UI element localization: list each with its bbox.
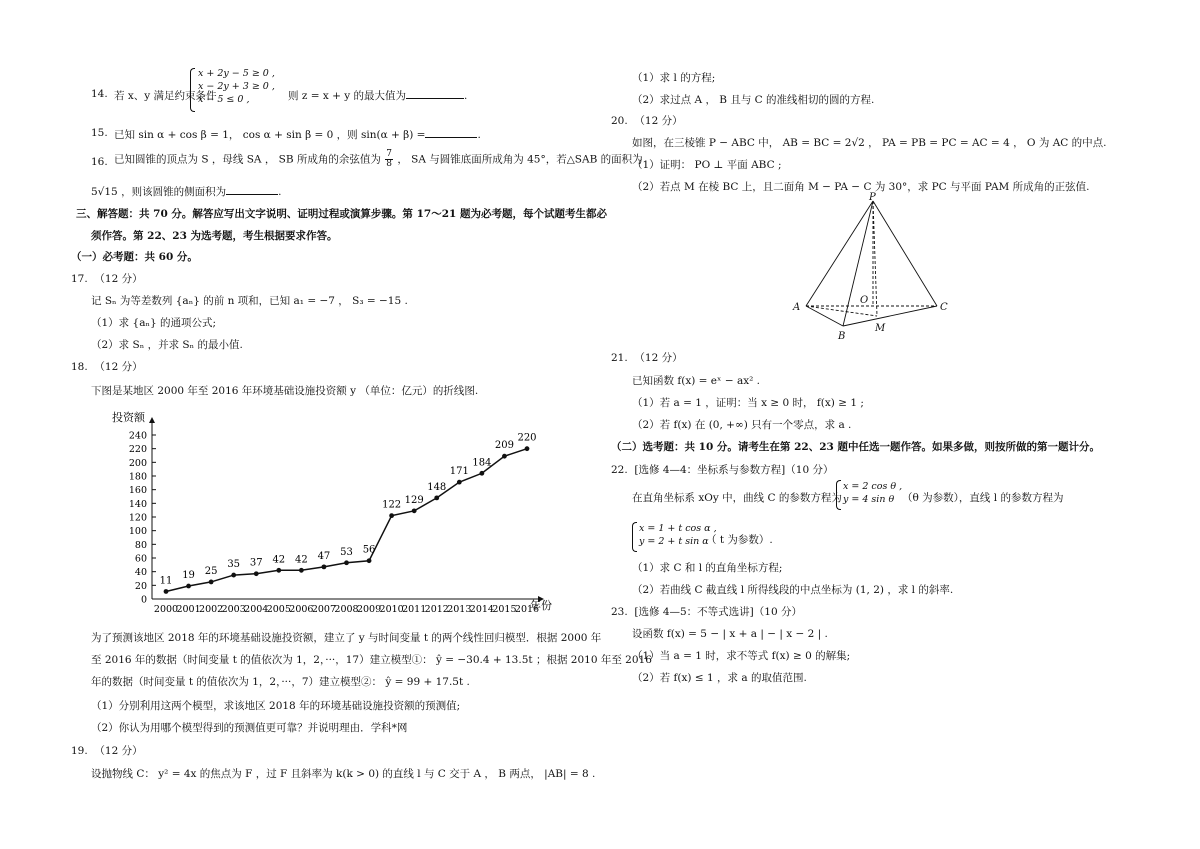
edge-PM bbox=[873, 201, 877, 316]
x-tick-label: 2008 bbox=[334, 604, 359, 615]
data-label: 42 bbox=[272, 554, 286, 566]
q22-number: 22. bbox=[611, 464, 628, 476]
q20-intro: 如图，在三棱锥 P − ABC 中， AB = BC = 2√2 ， PA = PB = PC = AC = 4 ， O 为 AC 的中点. bbox=[632, 137, 1107, 149]
q16-end: . bbox=[278, 186, 282, 198]
x-tick-label: 2016 bbox=[514, 604, 540, 615]
label-P: P bbox=[869, 192, 876, 203]
data-label: 19 bbox=[182, 570, 195, 582]
data-label: 184 bbox=[472, 457, 492, 469]
data-point bbox=[434, 495, 439, 500]
q21-header bbox=[611, 350, 683, 365]
q22-intro-a: 在直角坐标系 xOy 中，曲线 C 的参数方程为 bbox=[632, 492, 842, 504]
y-tick-label: 200 bbox=[128, 457, 147, 469]
q20-header bbox=[611, 113, 683, 128]
y-tick-label: 160 bbox=[128, 485, 147, 497]
data-label: 171 bbox=[449, 466, 469, 478]
x-tick-label: 2004 bbox=[244, 604, 269, 615]
y-tick-label: 60 bbox=[134, 553, 147, 565]
q16-text1: 已知圆锥的顶点为 S ，母线 SA ， SB 所成角的余弦值为 bbox=[114, 153, 381, 166]
q22-curve-y: y = 4 sin θ bbox=[843, 494, 895, 505]
data-label: 37 bbox=[249, 557, 263, 569]
data-point bbox=[502, 454, 507, 459]
q15-answer-blank bbox=[425, 127, 477, 138]
x-tick-label: 2000 bbox=[153, 604, 179, 615]
data-point bbox=[457, 480, 462, 485]
q16-fraction bbox=[385, 150, 393, 169]
q14-pre: 若 x、y 满足约束条件 bbox=[114, 90, 217, 102]
x-tick-label: 2001 bbox=[176, 604, 201, 615]
q23-number: 23. bbox=[611, 606, 628, 618]
q19-score: （12 分） bbox=[94, 745, 143, 757]
q14-number: 14. bbox=[91, 88, 108, 100]
q23-intro: 设函数 f(x) = 5 − | x + a | − | x − 2 | . bbox=[632, 628, 828, 640]
part2-heading: （二）选考题：共 10 分。请考生在第 22、23 题中任选一题作答。如果多做，则按所做的第一题计分。 bbox=[611, 441, 1100, 453]
q15-line bbox=[114, 127, 481, 142]
q16-line1 bbox=[114, 150, 643, 169]
data-label: 56 bbox=[362, 544, 376, 556]
x-tick-label: 2011 bbox=[402, 604, 427, 615]
data-point bbox=[209, 580, 214, 585]
q14-answer-blank bbox=[406, 88, 464, 99]
q18-header bbox=[71, 359, 143, 374]
data-point bbox=[389, 513, 394, 518]
q22-line-brace bbox=[632, 522, 637, 552]
q18-number: 18. bbox=[71, 361, 88, 373]
data-label: 11 bbox=[159, 575, 173, 587]
q19-part1: （1）求 l 的方程; bbox=[632, 72, 716, 84]
data-label: 25 bbox=[204, 565, 218, 577]
data-point bbox=[186, 584, 191, 589]
q17-number: 17. bbox=[71, 273, 88, 285]
q22-curve-eq bbox=[843, 480, 902, 506]
data-point bbox=[367, 558, 372, 563]
q22-part1: （1）求 C 和 l 的直角坐标方程; bbox=[632, 562, 783, 574]
q20-part1: （1）证明： PO ⊥ 平面 ABC ; bbox=[632, 159, 782, 171]
edge-PA bbox=[806, 201, 873, 306]
data-point bbox=[412, 508, 417, 513]
label-O: O bbox=[860, 295, 869, 306]
data-label: 129 bbox=[404, 494, 424, 506]
data-label: 35 bbox=[227, 559, 241, 571]
q16-text2: ， SA 与圆锥底面所成角为 45°，若△SAB 的面积为 bbox=[397, 153, 643, 166]
q23-part2: （2）若 f(x) ≤ 1 ，求 a 的取值范围. bbox=[632, 672, 807, 684]
x-tick-label: 2006 bbox=[289, 604, 314, 615]
q18-score: （12 分） bbox=[94, 361, 143, 373]
data-label: 209 bbox=[494, 440, 514, 452]
q16-text3: 5√15 ，则该圆锥的侧面积为 bbox=[91, 186, 227, 198]
edge-PC bbox=[873, 201, 937, 306]
q14-post bbox=[288, 88, 467, 103]
q22-line-y: y = 2 + t sin α bbox=[639, 536, 709, 547]
q21-part2: （2）若 f(x) 在 (0, +∞) 只有一个零点，求 a . bbox=[632, 419, 852, 431]
q21-part1: （1）若 a = 1 ，证明：当 x ≥ 0 时， f(x) ≥ 1 ; bbox=[632, 397, 864, 409]
label-C: C bbox=[940, 302, 948, 313]
section3-line1: 三、解答题：共 70 分。解答应写出文字说明、证明过程或演算步骤。第 17～21 题为必考题，每个试题考生都必 bbox=[76, 208, 607, 220]
q22-curve-x: x = 2 cos θ , bbox=[843, 481, 903, 492]
x-tick-label: 2012 bbox=[424, 604, 449, 615]
y-tick-label: 220 bbox=[128, 444, 147, 456]
data-label: 220 bbox=[517, 432, 537, 444]
x-tick-label: 2010 bbox=[379, 604, 404, 615]
q19-number: 19. bbox=[71, 745, 88, 757]
data-point bbox=[322, 564, 327, 569]
label-M: M bbox=[875, 323, 886, 334]
data-label: 42 bbox=[295, 554, 308, 566]
label-A: A bbox=[793, 302, 801, 313]
x-tick-label: 2005 bbox=[266, 604, 291, 615]
edge-PB bbox=[843, 201, 873, 326]
q17-header bbox=[71, 271, 143, 286]
x-tick-label: 2009 bbox=[356, 604, 382, 615]
q20-number: 20. bbox=[611, 115, 628, 127]
chart-y-arrow bbox=[149, 417, 155, 423]
q14-cond-2: x − 2y + 3 ≥ 0 , bbox=[198, 81, 275, 92]
x-tick-label: 2013 bbox=[447, 604, 472, 615]
segment-AM bbox=[806, 306, 877, 316]
data-point bbox=[299, 568, 304, 573]
y-tick-label: 240 bbox=[128, 430, 147, 442]
data-point bbox=[254, 571, 259, 576]
x-tick-label: 2002 bbox=[199, 604, 224, 615]
q23-part1: （1）当 a = 1 时，求不等式 f(x) ≥ 0 的解集; bbox=[632, 650, 851, 662]
data-point bbox=[525, 446, 530, 451]
q14-cond-3: x − 5 ≤ 0 , bbox=[198, 94, 250, 105]
data-label: 47 bbox=[317, 550, 331, 562]
data-label: 122 bbox=[382, 499, 402, 511]
q14-cond-1: x + 2y − 5 ≥ 0 , bbox=[198, 68, 275, 79]
q17-intro: 记 Sₙ 为等差数列 {aₙ} 的前 n 项和，已知 a₁ = −7 ， S₃ = −15 . bbox=[91, 295, 408, 307]
y-tick-label: 100 bbox=[128, 526, 147, 538]
data-point bbox=[231, 573, 236, 578]
q17-part2: （2）求 Sₙ ，并求 Sₙ 的最小值. bbox=[91, 339, 243, 351]
q22-title: [选修 4—4：坐标系与参数方程]（10 分） bbox=[634, 464, 834, 476]
q18-part1: （1）分别利用这两个模型，求该地区 2018 年的环境基础设施投资额的预测值; bbox=[91, 700, 461, 712]
y-tick-label: 140 bbox=[128, 498, 147, 510]
data-point bbox=[276, 568, 281, 573]
q15-end: . bbox=[477, 129, 481, 141]
chart-series-line bbox=[166, 449, 527, 592]
q15-text: 已知 sin α + cos β = 1， cos α + sin β = 0 ，则 sin(α + β) = bbox=[114, 129, 426, 141]
y-tick-label: 20 bbox=[134, 580, 147, 592]
q18-intro: 下图是某地区 2000 年至 2016 年环境基础设施投资额 y （单位：亿元）的折线图. bbox=[91, 385, 479, 397]
q14-post-text: 则 z = x + y 的最大值为 bbox=[288, 90, 407, 102]
data-point bbox=[479, 471, 484, 476]
edge-BC bbox=[843, 306, 937, 326]
q19-part2: （2）求过点 A ， B 且与 C 的准线相切的圆的方程. bbox=[632, 94, 875, 106]
q22-curve-brace bbox=[836, 480, 841, 510]
q14-conditions bbox=[198, 67, 275, 106]
data-label: 53 bbox=[340, 546, 353, 558]
q22-part2: （2）若曲线 C 截直线 l 所得线段的中点坐标为 (1, 2) ，求 l 的斜率. bbox=[632, 584, 954, 596]
q22-header bbox=[611, 462, 833, 477]
x-tick-label: 2007 bbox=[311, 604, 337, 615]
y-tick-label: 0 bbox=[140, 594, 147, 606]
label-B: B bbox=[838, 331, 846, 342]
chart-x-label: 年份 bbox=[530, 599, 552, 612]
q21-score: （12 分） bbox=[634, 352, 683, 364]
q19-header bbox=[71, 743, 143, 758]
q19-intro: 设抛物线 C： y² = 4x 的焦点为 F ，过 F 且斜率为 k(k > 0) 的直线 l 与 C 交于 A ， B 两点， |AB| = 8 . bbox=[91, 768, 596, 780]
q22-intro-b: （θ 为参数），直线 l 的参数方程为 bbox=[902, 492, 1064, 504]
q16-frac-num: 7 bbox=[386, 149, 392, 159]
x-tick-label: 2015 bbox=[492, 604, 517, 615]
q17-part1: （1）求 {aₙ} 的通项公式; bbox=[91, 317, 217, 329]
q14-brace bbox=[190, 68, 195, 112]
q23-header bbox=[611, 604, 802, 619]
q17-score: （12 分） bbox=[94, 273, 143, 285]
y-tick-label: 120 bbox=[128, 512, 147, 524]
data-label: 148 bbox=[427, 481, 447, 493]
data-point bbox=[344, 560, 349, 565]
y-tick-label: 40 bbox=[134, 567, 147, 579]
x-tick-label: 2003 bbox=[221, 604, 246, 615]
q20-score: （12 分） bbox=[634, 115, 683, 127]
q16-frac-den: 8 bbox=[386, 159, 392, 169]
y-tick-label: 80 bbox=[134, 539, 147, 551]
pyramid-diagram bbox=[780, 192, 960, 344]
investment-line-chart bbox=[100, 405, 560, 620]
q21-intro: 已知函数 f(x) = eˣ − ax² . bbox=[632, 375, 761, 387]
y-tick-label: 180 bbox=[128, 471, 147, 483]
q22-line-tail: （ t 为参数）. bbox=[706, 534, 773, 546]
chart-y-label: 投资额 bbox=[112, 411, 145, 424]
q18-text1: 为了预测该地区 2018 年的环境基础设施投资额，建立了 y 与时间变量 t 的两个线性回归模型．根据 2000 年 bbox=[91, 632, 602, 644]
x-tick-label: 2014 bbox=[469, 604, 494, 615]
q22-line-eq bbox=[639, 522, 717, 548]
data-point bbox=[164, 589, 169, 594]
q18-text2: 至 2016 年的数据（时间变量 t 的值依次为 1，2，···，17）建立模型①： ŷ = −30.4 + 13.5t ；根据 2010 年至 2016 bbox=[91, 654, 652, 666]
edge-AB bbox=[806, 306, 843, 326]
section3-part1: （一）必考题：共 60 分。 bbox=[71, 251, 198, 263]
chart-x-ticks bbox=[154, 604, 539, 615]
q15-number: 15. bbox=[91, 127, 108, 139]
q23-title: [选修 4—5：不等式选讲]（10 分） bbox=[634, 606, 802, 618]
q16-line2 bbox=[91, 184, 281, 199]
section3-line2: 须作答。第 22、23 为选考题，考生根据要求作答。 bbox=[91, 230, 338, 242]
q20-part2: （2）若点 M 在棱 BC 上，且二面角 M − PA − C 为 30°，求 PC 与平面 PAM 所成角的正弦值. bbox=[632, 181, 1090, 193]
q22-line-x: x = 1 + t cos α , bbox=[639, 523, 717, 534]
q18-part2: （2）你认为用哪个模型得到的预测值更可靠？并说明理由．学科*网 bbox=[91, 722, 408, 734]
q21-number: 21. bbox=[611, 352, 628, 364]
q18-text3: 年的数据（时间变量 t 的值依次为 1，2，···，7）建立模型②： ŷ = 99 + 17.5t . bbox=[91, 676, 470, 688]
q16-answer-blank bbox=[226, 184, 278, 195]
q16-number: 16. bbox=[91, 156, 108, 168]
q14-end: . bbox=[464, 90, 468, 102]
chart-points bbox=[164, 446, 530, 594]
